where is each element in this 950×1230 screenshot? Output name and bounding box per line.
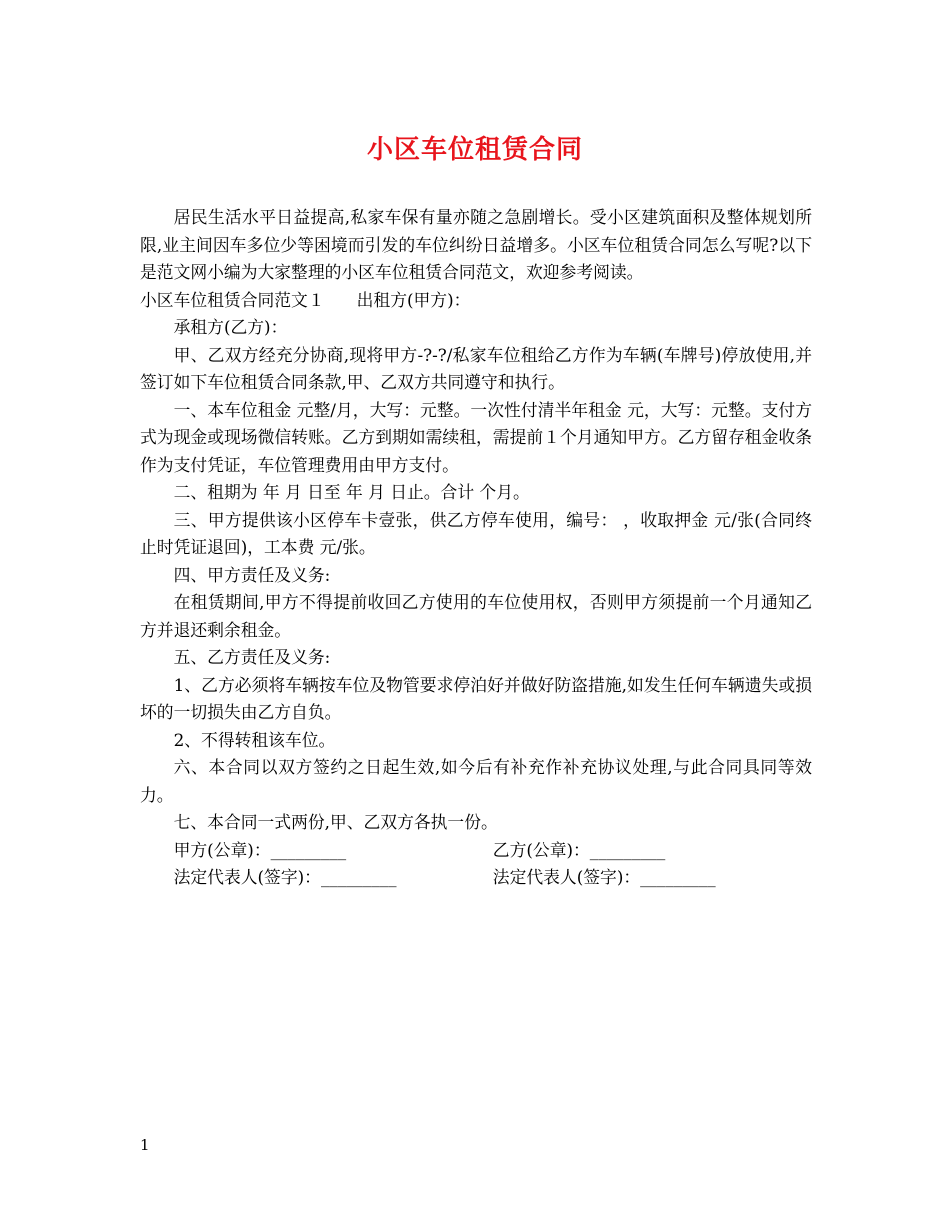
signature-row-seal — [140, 837, 812, 865]
clause-1-rent: 一、本车位租金 元整/月，大写：元整。一次性付清半年租金 元，大写：元整。支付方式为现金或现场微信转账。乙方到期如需续租，需提前１个月通知甲方。乙方留存租金收条作为支付凭证，车位管理费用由甲方支付。 — [140, 399, 812, 475]
signature-row-representative — [140, 864, 812, 892]
party-b-seal: 乙方(公章)：_________ — [492, 839, 666, 860]
lessee-label: 承租方(乙方)： — [173, 317, 288, 337]
party-a-seal: 甲方(公章)：_________ — [173, 839, 347, 860]
document-body — [140, 204, 812, 892]
clause-3-parking-card: 三、甲方提供该小区停车卡壹张，供乙方停车使用，编号： ，收取押金 元/张(合同终止时凭证退回)，工本费 元/张。 — [140, 509, 812, 557]
intro-paragraph: 居民生活水平日益提高,私家车保有量亦随之急剧增长。受小区建筑面积及整体规划所限,业主间因车多位少等困境而引发的车位纠纷日益增多。小区车位租赁合同怎么写呢?以下是范文网小编为大家整理的小区车位租赁合同范文，欢迎参考阅读。 — [140, 207, 812, 282]
document-title: 小区车位租赁合同 — [366, 135, 583, 165]
clause-4-lessor-duties: 四、甲方责任及义务: — [173, 564, 331, 585]
sample-heading-line — [140, 287, 812, 315]
page-number: 1 — [140, 1136, 150, 1154]
clause-7-copies: 七、本合同一式两份,甲、乙双方各执一份。 — [173, 812, 498, 832]
clause-2-term: 二、租期为 年 月 日至 年 月 日止。合计 个月。 — [173, 482, 530, 502]
party-a-representative: 法定代表人(签字)：_________ — [173, 867, 397, 887]
party-b-representative: 法定代表人(签字)：_________ — [492, 867, 716, 887]
sample-heading: 小区车位租赁合同范文１ — [140, 289, 325, 310]
clause-0: 甲、乙双方经充分协商,现将甲方-?-?/私家车位租给乙方作为车辆(车牌号)停放使用,并签订如下车位租赁合同条款,甲、乙双方共同遵守和执行。 — [140, 344, 812, 392]
clause-6-effect: 六、本合同以双方签约之日起生效,如今后有补充作补充协议处理,与此合同具同等效力。 — [140, 757, 812, 805]
lessor-label: 出租方(甲方)： — [356, 289, 471, 310]
clause-5-item-2: 2、不得转租该车位。 — [173, 729, 336, 750]
clause-4-detail: 在租赁期间,甲方不得提前收回乙方使用的车位使用权，否则甲方须提前一个月通知乙方并退还剩余租金。 — [140, 592, 812, 640]
clause-5-item-1: 1、乙方必须将车辆按车位及物管要求停泊好并做好防盗措施,如发生任何车辆遗失或损坏的一切损失由乙方自负。 — [140, 674, 812, 722]
clause-5-lessee-duties: 五、乙方责任及义务: — [173, 647, 331, 667]
